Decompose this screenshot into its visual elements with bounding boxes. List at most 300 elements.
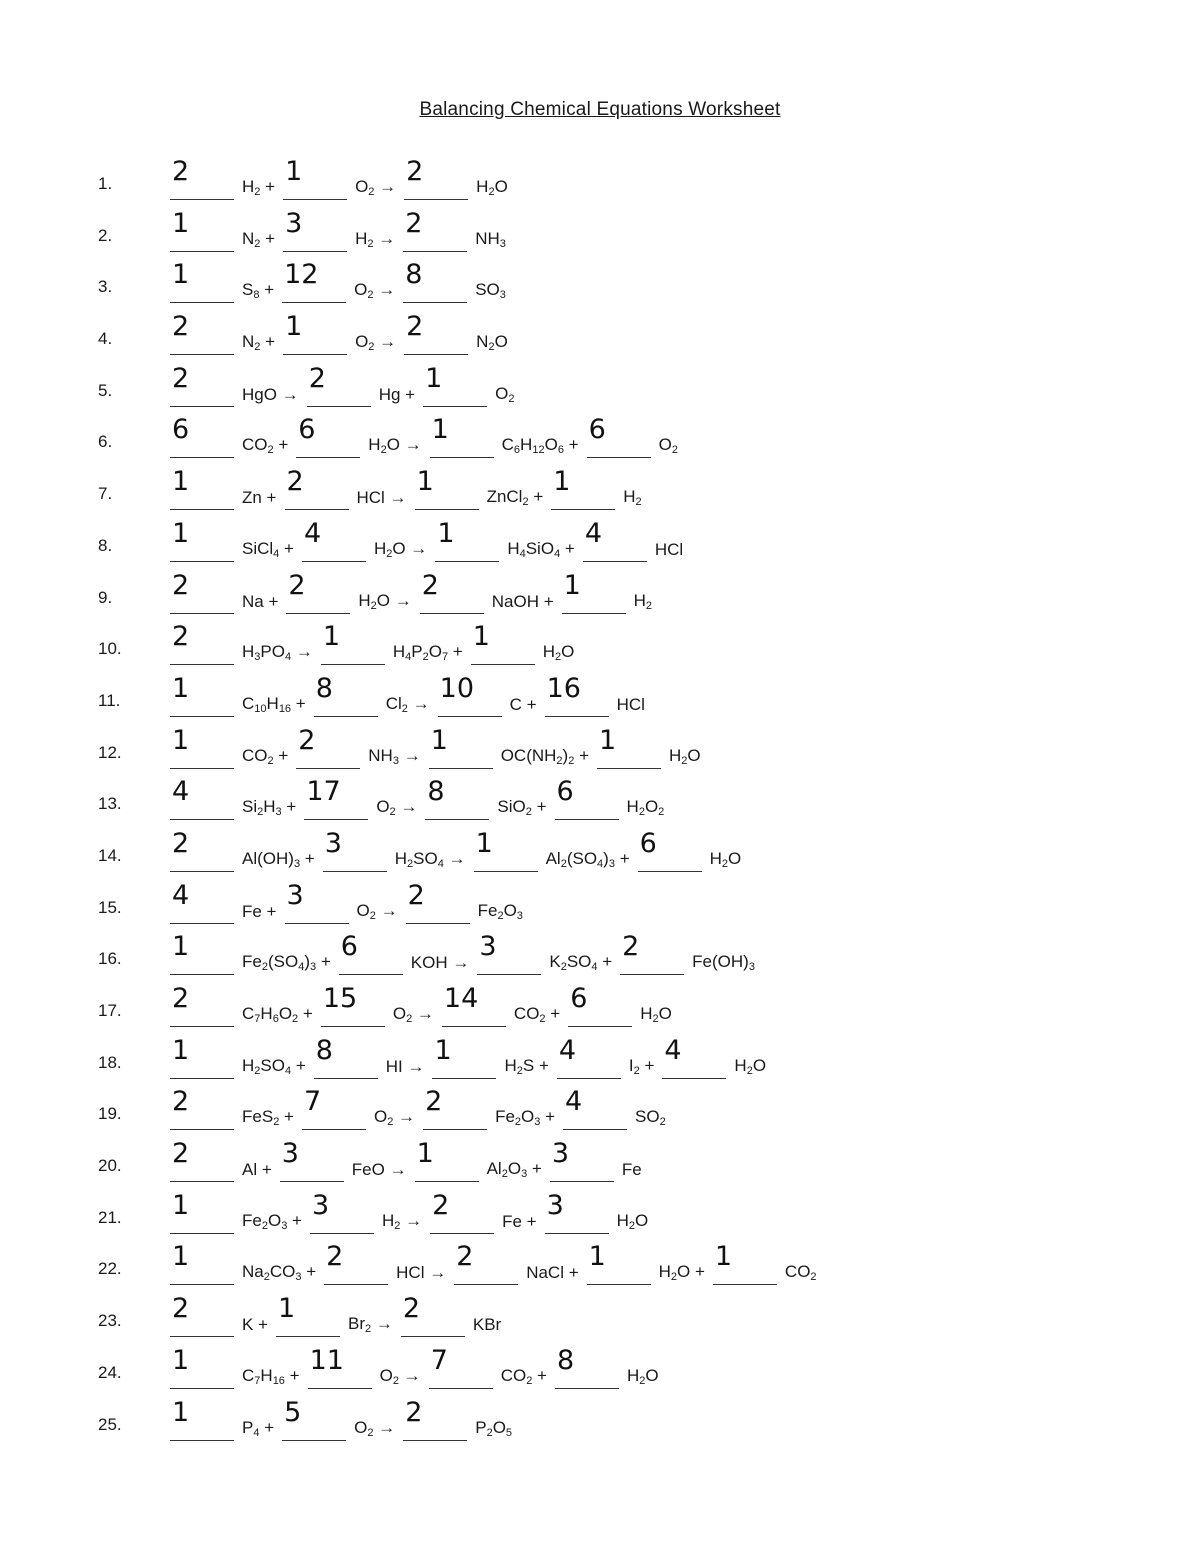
handwritten-coefficient: 2 — [406, 311, 424, 343]
handwritten-coefficient: 7 — [303, 1086, 322, 1118]
coefficient-blank[interactable] — [563, 1087, 627, 1130]
coefficient-blank[interactable] — [304, 777, 368, 820]
chemical-formula: $C_6H_{12}O_6$ + — [501, 435, 579, 457]
coefficient-blank[interactable] — [415, 1139, 479, 1182]
chemical-formula: C + — [509, 694, 537, 714]
chemical-formula: $C_{10}H_{16}$ + — [242, 693, 306, 715]
chemical-formula: SiCl$_4$ + — [242, 538, 294, 560]
handwritten-coefficient: 2 — [172, 1138, 190, 1170]
chemical-formula: $H_4P_2O_7$ + — [392, 642, 463, 664]
chemical-formula: $Fe_2O_3$ + — [242, 1210, 302, 1232]
handwritten-coefficient: 4 — [664, 1034, 682, 1066]
handwritten-coefficient: 8 — [315, 672, 333, 704]
problem-row — [0, 985, 1200, 1037]
chemical-formula: $CO_2$ + — [242, 435, 289, 457]
equation — [170, 827, 749, 872]
chemical-formula: $Fe_2O_3$ — [477, 900, 523, 922]
equation — [170, 778, 672, 820]
coefficient-blank[interactable] — [713, 1242, 777, 1285]
coefficient-blank[interactable] — [557, 1036, 621, 1079]
coefficient-blank[interactable] — [568, 984, 632, 1027]
equation — [170, 362, 522, 407]
coefficient-blank[interactable] — [170, 881, 234, 924]
coefficient-blank[interactable] — [170, 1087, 234, 1130]
chemical-formula: HCl → — [356, 488, 407, 508]
handwritten-coefficient: 10 — [439, 672, 474, 704]
chemical-formula: $H_2$ + — [242, 177, 276, 198]
chemical-formula: HCl → — [396, 1263, 447, 1283]
handwritten-coefficient: 8 — [405, 259, 423, 291]
equation — [170, 261, 514, 303]
coefficient-blank[interactable] — [170, 829, 234, 872]
chemical-formula: $NH_3$ — [475, 228, 506, 250]
chemical-formula: $H_2O$ — [669, 745, 701, 767]
coefficient-blank[interactable] — [170, 260, 234, 303]
handwritten-coefficient: 3 — [285, 207, 303, 239]
chemical-formula: $Na_2CO_3$ + — [242, 1262, 317, 1284]
handwritten-coefficient: 3 — [311, 1189, 330, 1221]
coefficient-blank[interactable] — [296, 726, 360, 769]
chemical-formula: $H_2O$ → — [368, 435, 422, 457]
problem-number: 21. — [98, 1207, 122, 1227]
chemical-formula: ZnCl$_2$ + — [486, 487, 544, 509]
handwritten-coefficient: 8 — [427, 776, 445, 808]
chemical-formula: $N_2O$ — [476, 332, 508, 354]
chemical-formula: NaCl + — [526, 1263, 579, 1283]
chemical-formula: $O_2$ → — [356, 900, 398, 922]
handwritten-coefficient: 6 — [340, 931, 358, 963]
equation — [170, 623, 582, 665]
problem-number: 25. — [98, 1414, 122, 1434]
handwritten-coefficient: 2 — [405, 207, 423, 239]
coefficient-blank[interactable] — [474, 829, 538, 872]
problem-number: 16. — [98, 949, 122, 969]
handwritten-coefficient: 1 — [172, 672, 190, 704]
handwritten-coefficient: 1 — [416, 466, 434, 498]
handwritten-coefficient: 2 — [172, 569, 190, 601]
coefficient-blank[interactable] — [302, 519, 366, 562]
handwritten-coefficient: 2 — [172, 1293, 190, 1325]
handwritten-coefficient: 1 — [172, 1344, 190, 1376]
chemical-formula: $H_2O$ — [476, 177, 508, 198]
problem-number: 6. — [98, 432, 113, 452]
problem-number: 11. — [98, 690, 121, 710]
coefficient-blank[interactable] — [170, 1036, 234, 1079]
chemical-formula: $K_2SO_4$ + — [549, 952, 613, 974]
coefficient-blank[interactable] — [662, 1036, 726, 1079]
coefficient-blank[interactable] — [276, 1294, 340, 1337]
chemical-formula: $H_2O$ — [626, 1365, 659, 1387]
handwritten-coefficient: 1 — [599, 724, 617, 756]
coefficient-blank[interactable] — [403, 1398, 467, 1441]
handwritten-coefficient: 6 — [570, 983, 588, 1014]
coefficient-blank[interactable] — [323, 829, 387, 872]
coefficient-blank[interactable] — [425, 777, 489, 820]
problem-number: 7. — [98, 484, 113, 504]
problem-row — [0, 1396, 1200, 1451]
chemical-formula: $H_2$ → — [355, 228, 396, 250]
coefficient-blank[interactable] — [170, 777, 234, 820]
problem-number: 12. — [98, 742, 122, 762]
coefficient-blank[interactable] — [170, 674, 234, 717]
coefficient-blank[interactable] — [551, 467, 615, 510]
coefficient-blank[interactable] — [170, 209, 234, 252]
problem-number: 18. — [98, 1052, 122, 1072]
problem-row — [0, 1344, 1200, 1399]
coefficient-blank[interactable] — [430, 415, 494, 458]
problem-number: 24. — [98, 1362, 122, 1382]
coefficient-blank[interactable] — [339, 932, 403, 975]
coefficient-blank[interactable] — [321, 622, 385, 665]
handwritten-coefficient: 2 — [172, 1086, 190, 1118]
chemical-formula: $H_2SO_4$ + — [242, 1055, 306, 1077]
chemical-formula: $H_2$ — [623, 487, 642, 509]
handwritten-coefficient: 2 — [172, 621, 190, 653]
chemical-formula: Al + — [242, 1160, 272, 1180]
chemical-formula: HCl — [654, 539, 684, 559]
handwritten-coefficient: 1 — [563, 569, 581, 601]
coefficient-blank[interactable] — [283, 157, 347, 200]
problem-row — [0, 468, 1200, 520]
chemical-formula: $O_2$ → — [376, 797, 418, 819]
chemical-formula: $O_2$ → — [354, 280, 396, 302]
coefficient-blank[interactable] — [545, 1191, 609, 1234]
chemical-formula: $Fe(OH)_3$ — [692, 952, 755, 974]
handwritten-coefficient: 16 — [546, 672, 581, 704]
coefficient-blank[interactable] — [170, 364, 234, 407]
problem-row — [0, 1140, 1200, 1192]
coefficient-blank[interactable] — [280, 1139, 344, 1182]
coefficient-blank[interactable] — [403, 260, 467, 303]
coefficient-blank[interactable] — [170, 415, 234, 458]
handwritten-coefficient: 2 — [172, 311, 190, 343]
handwritten-coefficient: 1 — [472, 621, 490, 653]
chemical-formula: $H_2O$ → — [358, 590, 412, 612]
equation — [170, 158, 516, 200]
coefficient-blank[interactable] — [438, 674, 502, 717]
coefficient-blank[interactable] — [285, 467, 349, 510]
handwritten-coefficient: 1 — [172, 931, 190, 963]
handwritten-coefficient: 1 — [172, 1189, 190, 1221]
problem-row — [0, 569, 1200, 624]
handwritten-coefficient: 3 — [546, 1189, 564, 1221]
handwritten-coefficient: 4 — [565, 1086, 583, 1118]
chemical-formula: $H_2O$ + — [658, 1262, 705, 1284]
handwritten-coefficient: 2 — [172, 827, 190, 859]
handwritten-coefficient: 1 — [588, 1241, 606, 1273]
handwritten-coefficient: 2 — [286, 466, 304, 498]
coefficient-blank[interactable] — [471, 622, 535, 665]
coefficient-blank[interactable] — [477, 932, 541, 975]
problem-number: 8. — [98, 535, 113, 555]
problem-row — [0, 933, 1200, 985]
coefficient-blank[interactable] — [170, 312, 234, 355]
handwritten-coefficient: 1 — [172, 1396, 190, 1428]
coefficient-blank[interactable] — [550, 1139, 614, 1182]
handwritten-coefficient: 4 — [172, 879, 190, 911]
equation — [170, 672, 653, 717]
coefficient-blank[interactable] — [587, 1242, 651, 1285]
problem-number: 13. — [98, 794, 122, 814]
problem-number: 4. — [98, 329, 113, 349]
coefficient-blank[interactable] — [283, 209, 347, 252]
handwritten-coefficient: 1 — [172, 259, 190, 291]
chemical-formula: HI → — [385, 1056, 425, 1076]
problem-number: 23. — [98, 1311, 122, 1331]
coefficient-blank[interactable] — [170, 932, 234, 975]
handwritten-coefficient: 3 — [286, 879, 304, 911]
chemical-formula: $Cl_2$ → — [385, 693, 430, 715]
equation — [170, 468, 650, 510]
problem-number: 14. — [98, 845, 122, 865]
handwritten-coefficient: 4 — [172, 776, 190, 808]
coefficient-blank[interactable] — [170, 1346, 234, 1389]
coefficient-blank[interactable] — [404, 312, 468, 355]
chemical-formula: $Fe_2(SO_4)_3$ + — [242, 952, 331, 974]
problem-row — [0, 879, 1200, 934]
equation — [170, 933, 763, 975]
chemical-formula: $SO_2$ — [635, 1107, 666, 1129]
chemical-formula: Fe + — [502, 1211, 537, 1231]
coefficient-blank[interactable] — [406, 881, 470, 924]
coefficient-blank[interactable] — [435, 519, 499, 562]
coefficient-blank[interactable] — [170, 1294, 234, 1337]
chemical-formula: $S_8$ + — [242, 280, 275, 302]
problem-row — [0, 207, 1200, 262]
handwritten-coefficient: 1 — [278, 1293, 296, 1325]
chemical-formula: $N_2$ + — [242, 228, 276, 250]
equation — [170, 985, 680, 1027]
coefficient-blank[interactable] — [170, 519, 234, 562]
handwritten-coefficient: 1 — [285, 311, 303, 343]
chemical-formula: $CO_2$ — [784, 1262, 817, 1284]
chemical-formula: $OC(NH_2)_2$ + — [500, 745, 589, 767]
coefficient-blank[interactable] — [170, 157, 234, 200]
coefficient-blank[interactable] — [170, 622, 234, 665]
coefficient-blank[interactable] — [302, 1087, 366, 1130]
handwritten-coefficient: 15 — [322, 983, 358, 1014]
problem-number: 9. — [98, 587, 113, 607]
chemical-formula: $O_2$ → — [355, 177, 397, 198]
coefficient-blank[interactable] — [420, 571, 484, 614]
problem-number: 1. — [98, 174, 113, 193]
handwritten-coefficient: 2 — [456, 1241, 474, 1273]
chemical-formula: $NH_3$ → — [368, 745, 421, 767]
chemical-formula: $C_7H_{16}$ + — [242, 1365, 300, 1387]
problem-row — [0, 158, 1200, 210]
coefficient-blank[interactable] — [430, 1191, 494, 1234]
problem-row — [0, 1295, 1200, 1347]
chemical-formula: $H_2O$ → — [373, 538, 428, 560]
coefficient-blank[interactable] — [285, 881, 349, 924]
coefficient-blank[interactable] — [170, 1191, 234, 1234]
problem-number: 5. — [98, 380, 113, 400]
coefficient-blank[interactable] — [283, 312, 347, 355]
handwritten-coefficient: 1 — [430, 724, 448, 756]
handwritten-coefficient: 1 — [434, 1034, 452, 1066]
handwritten-coefficient: 2 — [172, 156, 190, 187]
coefficient-blank[interactable] — [310, 1191, 374, 1234]
coefficient-blank[interactable] — [404, 157, 468, 200]
chemical-formula: $H_2O_2$ — [626, 797, 665, 819]
coefficient-blank[interactable] — [324, 1242, 388, 1285]
chemical-formula: $H_3PO_4$ → — [242, 642, 313, 664]
handwritten-coefficient: 2 — [425, 1086, 443, 1118]
handwritten-coefficient: 1 — [425, 362, 443, 394]
chemical-formula: $O_2$ — [495, 383, 515, 405]
chemical-formula: $P_4$ + — [242, 1417, 275, 1439]
coefficient-blank[interactable] — [442, 984, 506, 1027]
equation — [170, 1344, 667, 1389]
problem-row — [0, 623, 1200, 675]
chemical-formula: $CO_2$ + — [513, 1004, 561, 1025]
coefficient-blank[interactable] — [170, 467, 234, 510]
handwritten-coefficient: 7 — [430, 1344, 448, 1376]
handwritten-coefficient: 6 — [556, 776, 574, 808]
equation — [170, 207, 514, 252]
handwritten-coefficient: 6 — [639, 827, 657, 859]
coefficient-blank[interactable] — [286, 571, 350, 614]
handwritten-coefficient: 2 — [298, 724, 316, 756]
chemical-formula: $N_2$ + — [242, 332, 276, 354]
coefficient-blank[interactable] — [597, 726, 661, 769]
coefficient-blank[interactable] — [429, 726, 493, 769]
chemical-formula: $Al_2(SO_4)_3$ + — [545, 848, 630, 870]
coefficient-blank[interactable] — [432, 1036, 496, 1079]
handwritten-coefficient: 2 — [308, 362, 326, 394]
chemical-formula: $H_2S$ + — [504, 1055, 549, 1077]
equation — [170, 1243, 825, 1285]
equation — [170, 569, 660, 614]
chemical-formula: K + — [242, 1315, 268, 1335]
handwritten-coefficient: 2 — [432, 1189, 450, 1221]
coefficient-blank[interactable] — [282, 1398, 346, 1441]
handwritten-coefficient: 2 — [326, 1241, 344, 1273]
coefficient-blank[interactable] — [555, 1346, 619, 1389]
coefficient-blank[interactable] — [307, 364, 371, 407]
chemical-formula: $H_2O$ — [734, 1055, 767, 1077]
handwritten-coefficient: 2 — [405, 1396, 423, 1428]
chemical-formula: $H_2O$ — [616, 1210, 649, 1232]
coefficient-blank[interactable] — [314, 674, 378, 717]
coefficient-blank[interactable] — [638, 829, 702, 872]
chemical-formula: $I_2$ + — [628, 1055, 655, 1077]
handwritten-coefficient: 5 — [284, 1396, 302, 1428]
chemical-formula: Na + — [242, 591, 279, 611]
coefficient-blank[interactable] — [314, 1036, 378, 1079]
problem-number: 10. — [98, 639, 122, 659]
handwritten-coefficient: 2 — [402, 1293, 421, 1325]
coefficient-blank[interactable] — [429, 1346, 493, 1389]
chemical-formula: $O_2$ → — [355, 332, 397, 354]
handwritten-coefficient: 3 — [281, 1138, 299, 1170]
coefficient-blank[interactable] — [170, 571, 234, 614]
equation — [170, 416, 686, 458]
coefficient-blank[interactable] — [587, 415, 651, 458]
handwritten-coefficient: 6 — [588, 414, 606, 446]
chemical-formula: $CO_2$ + — [500, 1365, 547, 1387]
chemical-formula: $H_4SiO_4$ + — [507, 538, 575, 560]
coefficient-blank[interactable] — [282, 260, 346, 303]
problem-row — [0, 1189, 1200, 1244]
handwritten-coefficient: 4 — [584, 517, 603, 549]
coefficient-blank[interactable] — [170, 1398, 234, 1441]
chemical-formula: $H_2O$ — [709, 848, 742, 870]
equation — [170, 1295, 509, 1337]
equation — [170, 1396, 520, 1441]
problem-row — [0, 517, 1200, 572]
coefficient-blank[interactable] — [308, 1346, 372, 1389]
coefficient-blank[interactable] — [170, 726, 234, 769]
coefficient-blank[interactable] — [296, 415, 360, 458]
chemical-formula: $O_2$ → — [354, 1417, 396, 1439]
page-title: Balancing Chemical Equations Worksheet — [419, 99, 781, 120]
chemical-formula: $Fe_2O_3$ + — [495, 1107, 556, 1129]
chemical-formula: NaOH + — [491, 591, 554, 611]
coefficient-blank[interactable] — [415, 467, 479, 510]
problem-number: 3. — [98, 277, 113, 297]
coefficient-blank[interactable] — [555, 777, 619, 820]
handwritten-coefficient: 8 — [556, 1344, 575, 1376]
handwritten-coefficient: 2 — [407, 879, 425, 911]
handwritten-coefficient: 1 — [322, 621, 341, 653]
handwritten-coefficient: 1 — [437, 517, 455, 549]
coefficient-blank[interactable] — [620, 932, 684, 975]
problem-row — [0, 261, 1200, 313]
chemical-formula: FeS$_2$ + — [242, 1107, 294, 1129]
coefficient-blank[interactable] — [562, 571, 626, 614]
chemical-formula: Fe + — [242, 901, 277, 921]
chemical-formula: $H_2O$ — [640, 1004, 672, 1025]
coefficient-blank[interactable] — [423, 1087, 487, 1130]
coefficient-blank[interactable] — [170, 984, 234, 1027]
handwritten-coefficient: 1 — [172, 207, 190, 239]
chemical-formula: $C_7H_6O_2$ + — [242, 1004, 313, 1025]
coefficient-blank[interactable] — [545, 674, 609, 717]
coefficient-blank[interactable] — [321, 984, 385, 1027]
problem-row — [0, 1088, 1200, 1140]
coefficient-blank[interactable] — [170, 1139, 234, 1182]
coefficient-blank[interactable] — [423, 364, 487, 407]
handwritten-coefficient: 17 — [306, 776, 341, 808]
coefficient-blank[interactable] — [583, 519, 647, 562]
problem-row — [0, 778, 1200, 830]
chemical-formula: $Al_2O_3$ + — [486, 1159, 542, 1181]
equation — [170, 313, 516, 355]
chemical-formula: SiO$_2$ + — [497, 797, 547, 819]
chemical-formula: HgO → — [242, 384, 299, 404]
chemical-formula: $Si_2H_3$ + — [242, 797, 297, 819]
problem-number: 20. — [98, 1156, 122, 1176]
problem-row — [0, 827, 1200, 882]
coefficient-blank[interactable] — [401, 1294, 465, 1337]
chemical-formula: Hg + — [378, 384, 416, 404]
handwritten-coefficient: 1 — [172, 517, 190, 549]
problem-row — [0, 724, 1200, 779]
coefficient-blank[interactable] — [454, 1242, 518, 1285]
handwritten-coefficient: 1 — [285, 156, 303, 187]
coefficient-blank[interactable] — [403, 209, 467, 252]
chemical-formula: $O_2$ → — [379, 1365, 421, 1387]
handwritten-coefficient: 6 — [298, 414, 316, 446]
handwritten-coefficient: 2 — [288, 569, 306, 601]
chemical-formula: Zn + — [242, 488, 277, 508]
coefficient-blank[interactable] — [170, 1242, 234, 1285]
handwritten-coefficient: 2 — [421, 569, 439, 601]
chemical-formula: $O_2$ → — [373, 1107, 416, 1129]
chemical-formula: $Al(OH)_3$ + — [242, 848, 315, 870]
handwritten-coefficient: 14 — [443, 983, 479, 1014]
